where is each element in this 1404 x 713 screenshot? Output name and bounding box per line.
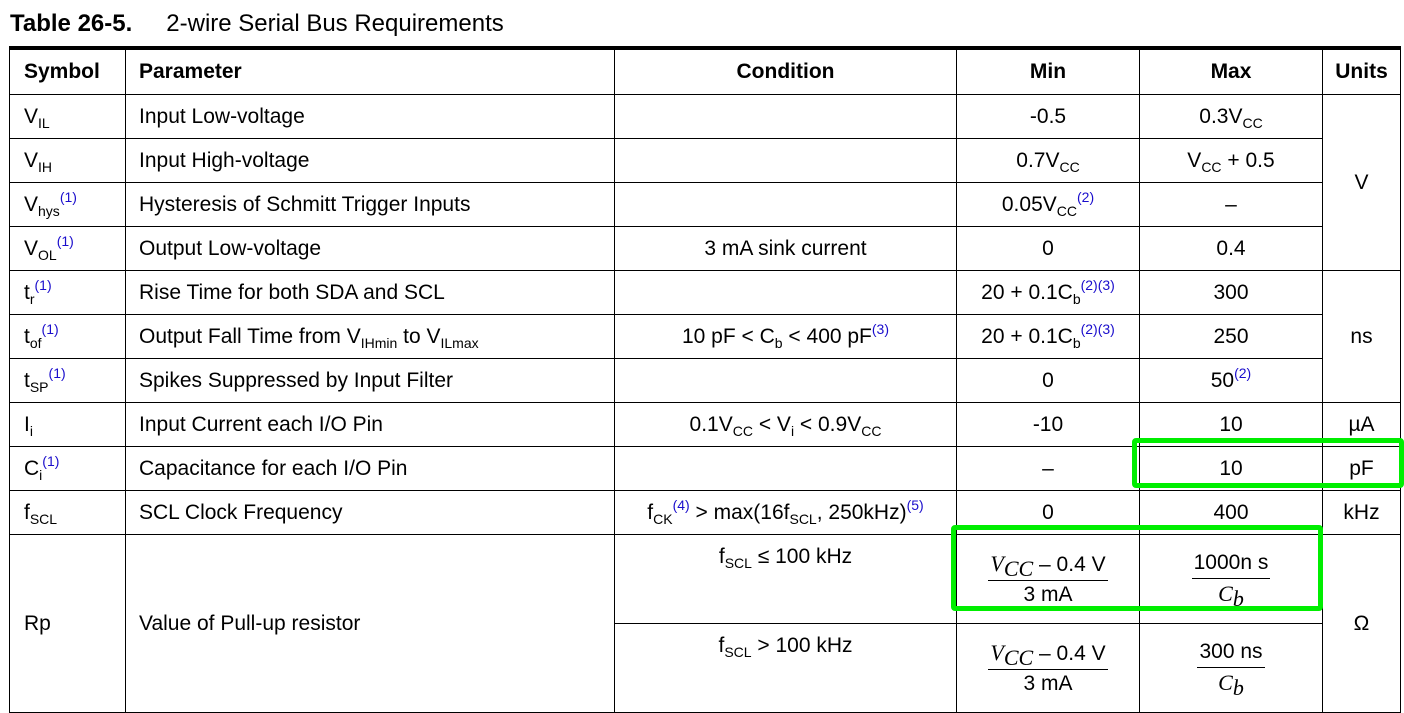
parameter-cell: Output Low-voltage	[126, 227, 615, 271]
condition-cell: 3 mA sink current	[615, 227, 957, 271]
table-row	[10, 95, 1401, 139]
max-cell: 10	[1140, 403, 1323, 447]
footnote-ref: (1)	[41, 320, 59, 337]
max-cell: 400	[1140, 491, 1323, 535]
table-row	[10, 315, 1401, 359]
parameter-cell: Hysteresis of Schmitt Trigger Inputs	[126, 183, 615, 227]
min-cell: –	[957, 447, 1140, 491]
table-title: 2-wire Serial Bus Requirements	[166, 10, 504, 37]
table-row	[10, 227, 1401, 271]
max-cell: $V_{CC} + 0.5$	[1140, 139, 1323, 183]
condition-cell	[615, 95, 957, 139]
parameter-cell: Input High-voltage	[126, 139, 615, 183]
parameter-cell: Capacitance for each I/O Pin	[126, 447, 615, 491]
parameter-cell: Rise Time for both SDA and SCL	[126, 271, 615, 315]
min-cell: $0.7V_{CC}$	[957, 139, 1140, 183]
symbol-cell: $V_{hys}^{(1)}$	[10, 183, 126, 227]
units-cell-volts: V	[1323, 95, 1401, 271]
units-cell-ns: ns	[1323, 271, 1401, 403]
table-row	[10, 139, 1401, 183]
requirements-table	[9, 46, 1401, 713]
symbol-cell: $V_{OL}^{(1)}$	[10, 227, 126, 271]
min-cell: $20 + 0.1C_b^{(2)(3)}$	[957, 315, 1140, 359]
max-cell: 50$^{(2)}$	[1140, 359, 1323, 403]
min-cell	[957, 535, 1140, 624]
condition-cell	[615, 183, 957, 227]
footnote-ref: (2)	[1234, 364, 1252, 381]
table-row	[10, 447, 1401, 491]
header-min: Min	[957, 48, 1140, 95]
symbol-cell: $C_i^{(1)}$	[10, 447, 126, 491]
condition-cell: $f_{SCL} \le 100$ kHz	[615, 535, 957, 624]
min-cell: 0	[957, 491, 1140, 535]
condition-cell: $f_{CK}^{(4)} > \max(16f_{SCL}$, 250kHz)$^{(5)}$	[615, 491, 957, 535]
condition-cell	[615, 139, 957, 183]
max-cell: 300	[1140, 271, 1323, 315]
parameter-cell: Spikes Suppressed by Input Filter	[126, 359, 615, 403]
parameter-cell: SCL Clock Frequency	[126, 491, 615, 535]
condition-cell	[615, 447, 957, 491]
table-row	[10, 183, 1401, 227]
units-cell: µA	[1323, 403, 1401, 447]
table-row	[10, 403, 1401, 447]
header-symbol: Symbol	[10, 48, 126, 95]
table-caption	[10, 8, 504, 40]
max-fraction: $\frac{300 ns}{C_b}$	[1199, 640, 1263, 700]
footnote-ref: (1)	[56, 232, 74, 249]
footnote-ref: (3)	[871, 320, 890, 337]
condition-cell	[615, 359, 957, 403]
min-cell: $20 + 0.1C_b^{(2)(3)}$	[957, 271, 1140, 315]
min-cell: 0	[957, 359, 1140, 403]
footnote-ref: (4)	[672, 496, 690, 513]
footnote-ref: (5)	[906, 496, 924, 513]
symbol-cell: $t_{of}^{(1)}$	[10, 315, 126, 359]
footnote-ref: (1)	[48, 364, 66, 381]
table-row	[10, 535, 1401, 624]
footnote-ref: (1)	[42, 452, 60, 469]
max-cell: 250	[1140, 315, 1323, 359]
symbol-cell: $t_{SP}^{(1)}$	[10, 359, 126, 403]
min-cell: -0.5	[957, 95, 1140, 139]
table-row	[10, 271, 1401, 315]
condition-cell: 10 pF < $C_b < 400$ $pF^{(3)}$	[615, 315, 957, 359]
table-row	[10, 491, 1401, 535]
min-fraction: $\frac{V_{CC} - 0.4 V}{3 mA}$	[990, 640, 1106, 695]
condition-cell: $0.1V_{CC} < V_i < 0.9V_{CC}$	[615, 403, 957, 447]
min-cell: -10	[957, 403, 1140, 447]
footnote-ref: (2)	[1077, 188, 1095, 205]
parameter-cell: Input Low-voltage	[126, 95, 615, 139]
parameter-cell: Input Current each I/O Pin	[126, 403, 615, 447]
condition-cell	[615, 271, 957, 315]
max-cell: $0.3V_{CC}$	[1140, 95, 1323, 139]
max-fraction: $\frac{\text{1000n s}}{C_b}$	[1193, 551, 1269, 611]
footnote-ref: (1)	[59, 188, 77, 205]
symbol-cell: $I_i$	[10, 403, 126, 447]
units-cell: kHz	[1323, 491, 1401, 535]
parameter-cell: Value of Pull-up resistor	[126, 535, 615, 713]
units-cell: pF	[1323, 447, 1401, 491]
min-cell: $0.05V_{CC}^{(2)}$	[957, 183, 1140, 227]
symbol-cell: $V_{IH}$	[10, 139, 126, 183]
header-units: Units	[1323, 48, 1401, 95]
max-cell	[1140, 535, 1323, 624]
condition-cell: $f_{SCL} > 100$ kHz	[615, 624, 957, 713]
min-fraction: $\frac{V_{CC} - 0.4 V}{3 mA}$	[990, 551, 1106, 606]
symbol-cell: $t_r^{(1)}$	[10, 271, 126, 315]
header-row	[10, 48, 1401, 95]
footnote-ref: (2)(3)	[1080, 276, 1115, 293]
footnote-ref: (1)	[34, 276, 52, 293]
max-cell	[1140, 624, 1323, 713]
max-cell: 10	[1140, 447, 1323, 491]
min-cell: 0	[957, 227, 1140, 271]
header-max: Max	[1140, 48, 1323, 95]
max-cell: 0.4	[1140, 227, 1323, 271]
footnote-ref: (2)(3)	[1080, 320, 1115, 337]
table-number: Table 26-5.	[10, 10, 133, 37]
table-row	[10, 359, 1401, 403]
header-parameter: Parameter	[126, 48, 615, 95]
symbol-cell: $V_{IL}$	[10, 95, 126, 139]
min-cell	[957, 624, 1140, 713]
units-cell-ohm: Ω	[1323, 535, 1401, 713]
symbol-cell: $f_{SCL}$	[10, 491, 126, 535]
parameter-cell: Output Fall Time from $V_{IHmin}$ to $V_{ILmax}$	[126, 315, 615, 359]
header-condition: Condition	[615, 48, 957, 95]
max-cell: –	[1140, 183, 1323, 227]
symbol-cell: Rp	[10, 535, 126, 713]
